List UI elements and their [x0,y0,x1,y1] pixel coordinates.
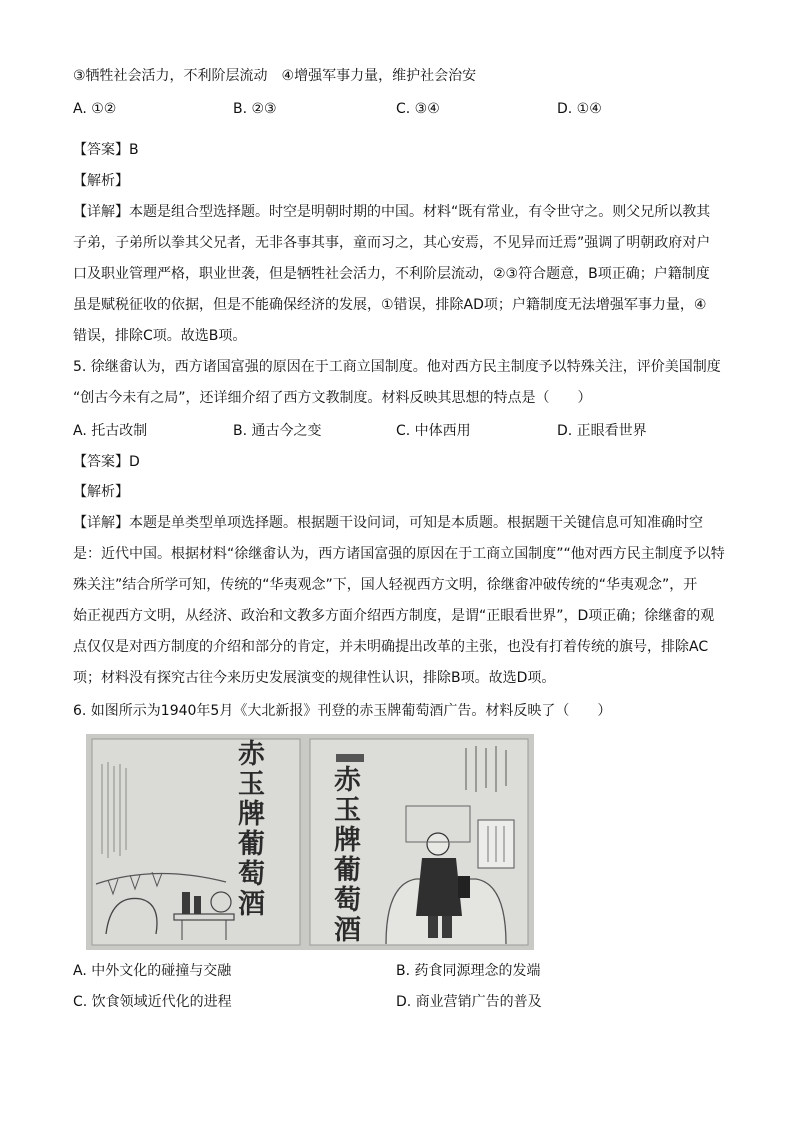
q5-detail [73,508,725,694]
left-ad-title-char: 赤 [238,739,266,770]
wine-ad-figure [86,734,534,950]
q4-answer: 【答案】B [73,142,139,158]
q5-detail-line: 殊关注”结合所学可知，传统的“华夷观念”下，国人轻视西方文明，徐继畬冲破传统的“华夷观念”，开 [73,577,698,593]
q5-answer: 【答案】D [73,454,140,470]
q5-stem [73,352,721,414]
right-ad-title-char: 玉 [334,795,362,826]
wine-ad-illustration [86,734,534,950]
left-ad-title-char: 萄 [238,859,266,890]
right-ad-title-char: 酒 [334,915,362,946]
q5-detail-line: 是：近代中国。根据材料“徐继畬认为，西方诸国富强的原因在于工商立国制度”“他对西方民主制度予以特 [73,546,725,562]
q6-option-a[interactable]: A. 中外文化的碰撞与交融 [73,963,232,979]
q5-detail-line: 始正视西方文明，从经济、政治和文教多方面介绍西方制度，是谓“正眼看世界”，D项正确；徐继畬的观 [73,608,715,624]
q4-option-line: ③牺牲社会活力，不利阶层流动 ④增强军事力量，维护社会治安 [73,68,477,84]
q4-detail-line: 子弟，子弟所以拳其父兄者，无非各事其事，童而习之，其心安焉，不见异而迁焉”强调了明朝政府对户 [73,235,711,251]
q5-stem-line: “创古今未有之局”，还详细介绍了西方文教制度。材料反映其思想的特点是（ ） [73,390,592,406]
right-ad-title-char: 萄 [334,885,362,916]
q5-stem-line: 5. 徐继畬认为，西方诸国富强的原因在于工商立国制度。他对西方民主制度予以特殊关注，评价美国制度 [73,359,721,375]
left-ad-title-char: 牌 [238,799,266,830]
q5-option-c[interactable]: C. 中体西用 [396,423,471,439]
q6-option-c[interactable]: C. 饮食领域近代化的进程 [73,994,232,1010]
q4-analysis-label: 【解析】 [73,173,129,189]
q5-option-d[interactable]: D. 正眼看世界 [557,423,647,439]
q5-detail-line: 项；材料没有探究古往今来历史发展演变的规律性认识，排除B项。故选D项。 [73,670,556,686]
q6-stem: 6. 如图所示为1940年5月《大北新报》刊登的赤玉牌葡萄酒广告。材料反映了（ ） [73,703,612,719]
q4-detail-line: 错误，排除C项。故选B项。 [73,328,247,344]
q4-option-a[interactable]: A. ①② [73,101,117,117]
left-ad-brand-title [238,740,268,920]
q4-option-d[interactable]: D. ①④ [557,101,602,117]
right-ad-title-char: 葡 [334,855,362,886]
q4-detail-line: 口及职业管理严格，职业世袭，但是牺牲社会活力，不利阶层流动，②③符合题意，B项正确；户籍制度 [73,266,710,282]
q5-option-b[interactable]: B. 通古今之变 [233,423,322,439]
q4-option-b[interactable]: B. ②③ [233,101,277,117]
q4-detail-line: 虽是赋税征收的依据，但是不能确保经济的发展，①错误，排除AD项；户籍制度无法增强军事力量，④ [73,297,707,313]
q5-detail-line: 【详解】本题是单类型单项选择题。根据题干设问词，可知是本质题。根据题干关键信息可知准确时空 [73,515,703,531]
right-ad-brand-title [334,766,364,946]
left-ad-title-char: 酒 [238,889,266,920]
q5-detail-line: 点仅仅是对西方制度的介绍和部分的肯定，并未明确提出改革的主张，也没有打着传统的旗号，排除AC [73,639,709,655]
q6-option-b[interactable]: B. 药食同源理念的发端 [396,963,541,979]
q4-detail-line: 【详解】本题是组合型选择题。时空是明朝时期的中国。材料“既有常业，有令世守之。则父兄所以教其 [73,204,711,220]
left-ad-title-char: 葡 [238,829,266,860]
right-ad-title-char: 赤 [334,765,362,796]
q4-detail [73,197,721,352]
q4-option-c[interactable]: C. ③④ [396,101,440,117]
q6-option-d[interactable]: D. 商业营销广告的普及 [396,994,542,1010]
right-ad-title-char: 牌 [334,825,362,856]
q5-option-a[interactable]: A. 托古改制 [73,423,148,439]
left-ad-title-char: 玉 [238,769,266,800]
q5-analysis-label: 【解析】 [73,484,129,500]
